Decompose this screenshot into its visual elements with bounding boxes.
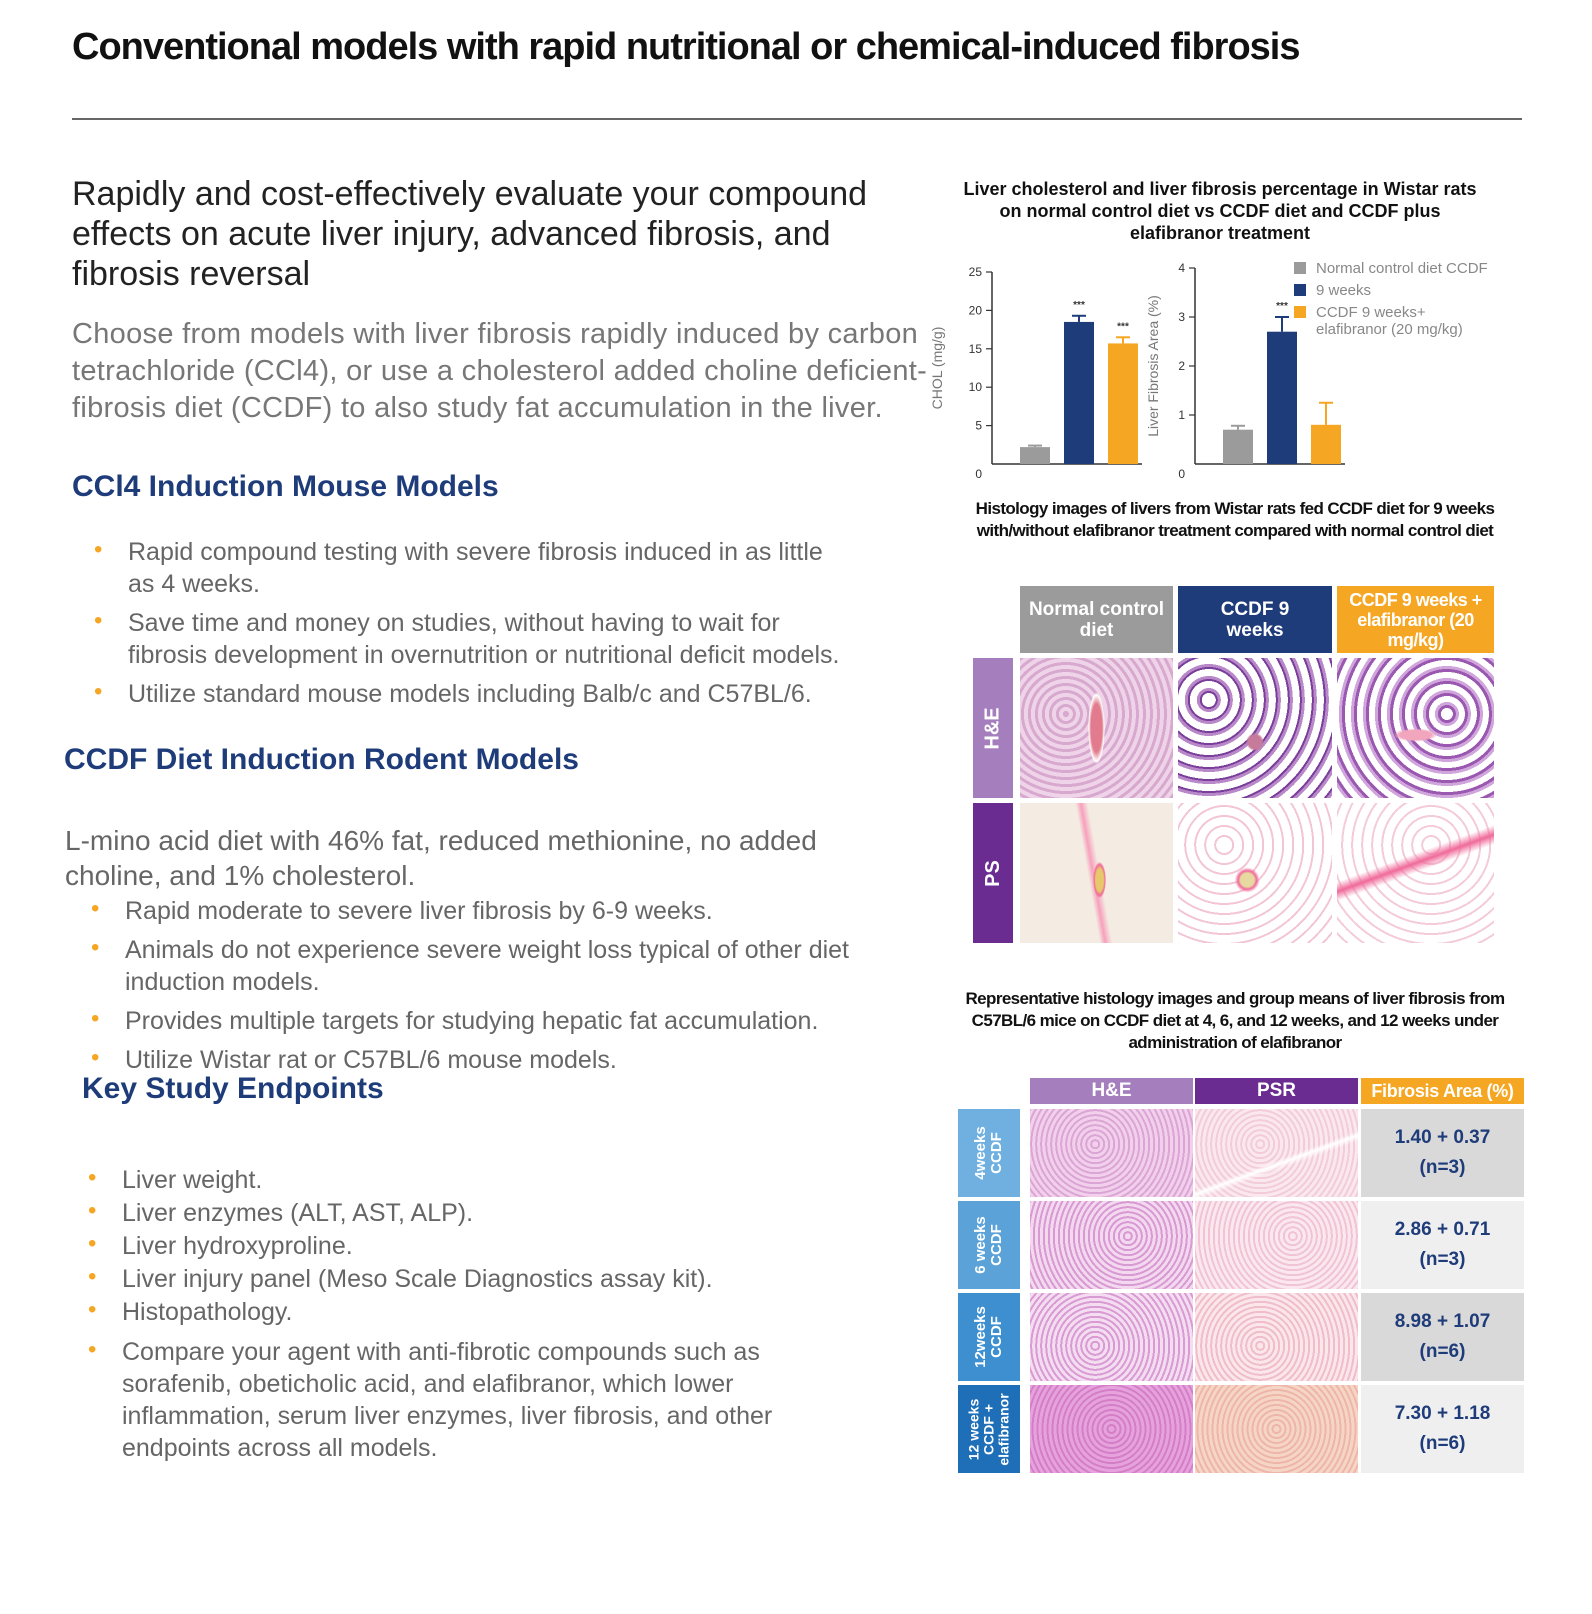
- histology-image-4w-psr: [1195, 1109, 1358, 1197]
- significance-label: ***: [1276, 301, 1288, 312]
- histology-image-6w-psr: [1195, 1201, 1358, 1289]
- bar: [1267, 332, 1297, 464]
- histology-image-normal-he: [1020, 658, 1173, 798]
- fibrosis-value-6weeks: 2.86 + 0.71 (n=3): [1361, 1201, 1524, 1289]
- legend-swatch: [1294, 284, 1306, 296]
- histo1-row-he: H&E: [973, 658, 1013, 798]
- bullet-icon: •: [88, 1197, 97, 1224]
- histo2-row-12weeks-elafibranor: 12 weeks CCDF + elafibranor: [958, 1385, 1020, 1473]
- chart-legend: [1294, 260, 1488, 338]
- bullet-icon: •: [88, 1230, 97, 1257]
- bar: [1108, 343, 1138, 464]
- y-tick-label: 0: [975, 467, 982, 481]
- chol-chart: [929, 265, 1142, 481]
- y-tick-label: 2: [1178, 359, 1185, 373]
- y-tick-label: 10: [968, 380, 982, 395]
- y-tick-label: 15: [968, 341, 982, 356]
- histology-image-12w-elafibranor-psr: [1195, 1385, 1358, 1473]
- bar: [1311, 425, 1341, 464]
- list-item: • Save time and money on studies, without having to wait for fibrosis development in overnutrition or nutritional deficit models.: [94, 607, 840, 669]
- bullet-icon: •: [91, 1044, 100, 1071]
- histo2-row-4weeks: 4weeks CCDF: [958, 1109, 1020, 1197]
- histo2-col-he: H&E: [1030, 1078, 1193, 1104]
- bar: [1064, 322, 1094, 464]
- histo1-col-elafibranor: CCDF 9 weeks + elafibranor (20 mg/kg): [1337, 586, 1494, 653]
- fibrosis-value-12weeks: 8.98 + 1.07 (n=6): [1361, 1293, 1524, 1381]
- y-axis-label: Liver Fibrosis Area (%): [1145, 295, 1161, 437]
- fibrosis-value-12weeks-elafibranor: 7.30 + 1.18 (n=6): [1361, 1385, 1524, 1473]
- fibrosis-value-4weeks: 1.40 + 0.37 (n=3): [1361, 1109, 1524, 1197]
- bullet-icon: •: [91, 895, 100, 922]
- histology1-title: Histology images of livers from Wistar rats fed CCDF diet for 9 weeks with/without elafibranor treatment compared with normal control diet: [975, 499, 1495, 540]
- bullet-icon: •: [88, 1336, 97, 1363]
- list-item: • Liver injury panel (Meso Scale Diagnostics assay kit).: [88, 1263, 713, 1293]
- list-item: • Liver weight.: [88, 1164, 263, 1194]
- list-item: • Utilize Wistar rat or C57BL/6 mouse models.: [91, 1044, 617, 1074]
- list-item: • Liver hydroxyproline.: [88, 1230, 353, 1260]
- histo1-col-normal: Normal control diet: [1020, 586, 1173, 653]
- histology-image-12w-elafibranor-he: [1030, 1385, 1193, 1473]
- endpoints-heading: Key Study Endpoints: [82, 1072, 384, 1105]
- ccdf-list: [91, 895, 915, 1083]
- bar: [1223, 430, 1253, 464]
- ccl4-list: [94, 536, 848, 717]
- histo1-col-ccdf: CCDF 9 weeks: [1178, 586, 1332, 653]
- y-tick-label: 25: [968, 265, 982, 279]
- legend-label: 9 weeks: [1316, 282, 1372, 299]
- y-tick-label: 4: [1178, 261, 1185, 275]
- significance-label: ***: [1073, 299, 1085, 311]
- chart-title: Liver cholesterol and liver fibrosis percentage in Wistar rats on normal control diet vs CCDF diet and CCDF plus elafibranor treatment: [963, 179, 1477, 243]
- histo2-col-psr: PSR: [1195, 1078, 1358, 1104]
- ccl4-heading: CCl4 Induction Mouse Models: [72, 470, 499, 503]
- legend-swatch: [1294, 262, 1306, 274]
- histology-image-6w-he: [1030, 1201, 1193, 1289]
- histo2-row-6weeks: 6 weeks CCDF: [958, 1201, 1020, 1289]
- bullet-icon: •: [94, 678, 103, 705]
- list-item: • Histopathology.: [88, 1296, 293, 1326]
- legend-label: CCDF 9 weeks+ elafibranor (20 mg/kg): [1316, 304, 1463, 338]
- list-item: • Liver enzymes (ALT, AST, ALP).: [88, 1197, 474, 1227]
- page-title: Conventional models with rapid nutritional or chemical-induced fibrosis: [72, 26, 1300, 68]
- histo2-col-fibrosis: Fibrosis Area (%): [1361, 1078, 1524, 1104]
- histology-image-ccdf-ps: [1178, 803, 1332, 943]
- bullet-icon: •: [94, 607, 103, 634]
- bullet-icon: •: [88, 1164, 97, 1191]
- histo1-row-ps: PS: [973, 803, 1013, 943]
- bullet-icon: •: [88, 1263, 97, 1290]
- y-axis-label: CHOL (mg/g): [929, 326, 945, 410]
- list-item: • Animals do not experience severe weight loss typical of other diet induction models.: [91, 934, 849, 996]
- histology-image-elafibranor-ps: [1337, 803, 1494, 943]
- y-tick-label: 5: [975, 418, 982, 433]
- list-item: • Rapid moderate to severe liver fibrosis by 6-9 weeks.: [91, 895, 713, 925]
- bullet-icon: •: [94, 536, 103, 563]
- histology-image-12w-he: [1030, 1293, 1193, 1381]
- histology-image-elafibranor-he: [1337, 658, 1494, 798]
- histology-image-ccdf-he: [1178, 658, 1332, 798]
- legend-label: Normal control diet CCDF: [1316, 260, 1488, 277]
- bar: [1020, 447, 1050, 464]
- histology-image-normal-ps: [1020, 803, 1173, 943]
- title-divider: [72, 118, 1522, 120]
- list-item: • Compare your agent with anti-fibrotic compounds such as sorafenib, obeticholic acid, and elafibranor, which lower inflammation, serum liver enzymes, liver fibrosis, and other endpoints across all models.: [88, 1336, 773, 1462]
- significance-label: ***: [1117, 321, 1129, 333]
- y-tick-label: 0: [1178, 467, 1185, 481]
- y-tick-label: 1: [1178, 408, 1185, 422]
- list-item: • Rapid compound testing with severe fibrosis induced in as little as 4 weeks.: [94, 536, 823, 598]
- histology-image-4w-he: [1030, 1109, 1193, 1197]
- ccdf-heading: CCDF Diet Induction Rodent Models: [64, 743, 579, 776]
- ccdf-paragraph: L-mino acid diet with 46% fat, reduced methionine, no added choline, and 1% cholesterol.: [65, 825, 817, 891]
- endpoints-list: [88, 1164, 852, 1465]
- histology-image-12w-psr: [1195, 1293, 1358, 1381]
- fibrosis-chart: [1145, 261, 1345, 481]
- y-tick-label: 3: [1178, 310, 1185, 324]
- y-tick-label: 20: [968, 303, 982, 318]
- list-item: • Utilize standard mouse models including Balb/c and C57BL/6.: [94, 678, 812, 708]
- bullet-icon: •: [88, 1296, 97, 1323]
- histo2-row-12weeks: 12weeks CCDF: [958, 1293, 1020, 1381]
- histology2-title: Representative histology images and group means of liver fibrosis from C57BL/6 mice on CCDF diet at 4, 6, and 12 weeks, and 12 weeks under administration of elafibranor: [965, 989, 1505, 1052]
- list-item: • Provides multiple targets for studying hepatic fat accumulation.: [91, 1005, 819, 1035]
- bar-charts: [920, 250, 1560, 485]
- bullet-icon: •: [91, 1005, 100, 1032]
- lead-text: Rapidly and cost-effectively evaluate your compound effects on acute liver injury, advanced fibrosis, and fibrosis reversal: [72, 175, 868, 293]
- intro-text: Choose from models with liver fibrosis rapidly induced by carbon tetrachloride (CCl4), or use a cholesterol added choline deficient- fibrosis diet (CCDF) to also study fat accumulation in the liver.: [72, 318, 928, 424]
- legend-swatch: [1294, 306, 1306, 318]
- bullet-icon: •: [91, 934, 100, 961]
